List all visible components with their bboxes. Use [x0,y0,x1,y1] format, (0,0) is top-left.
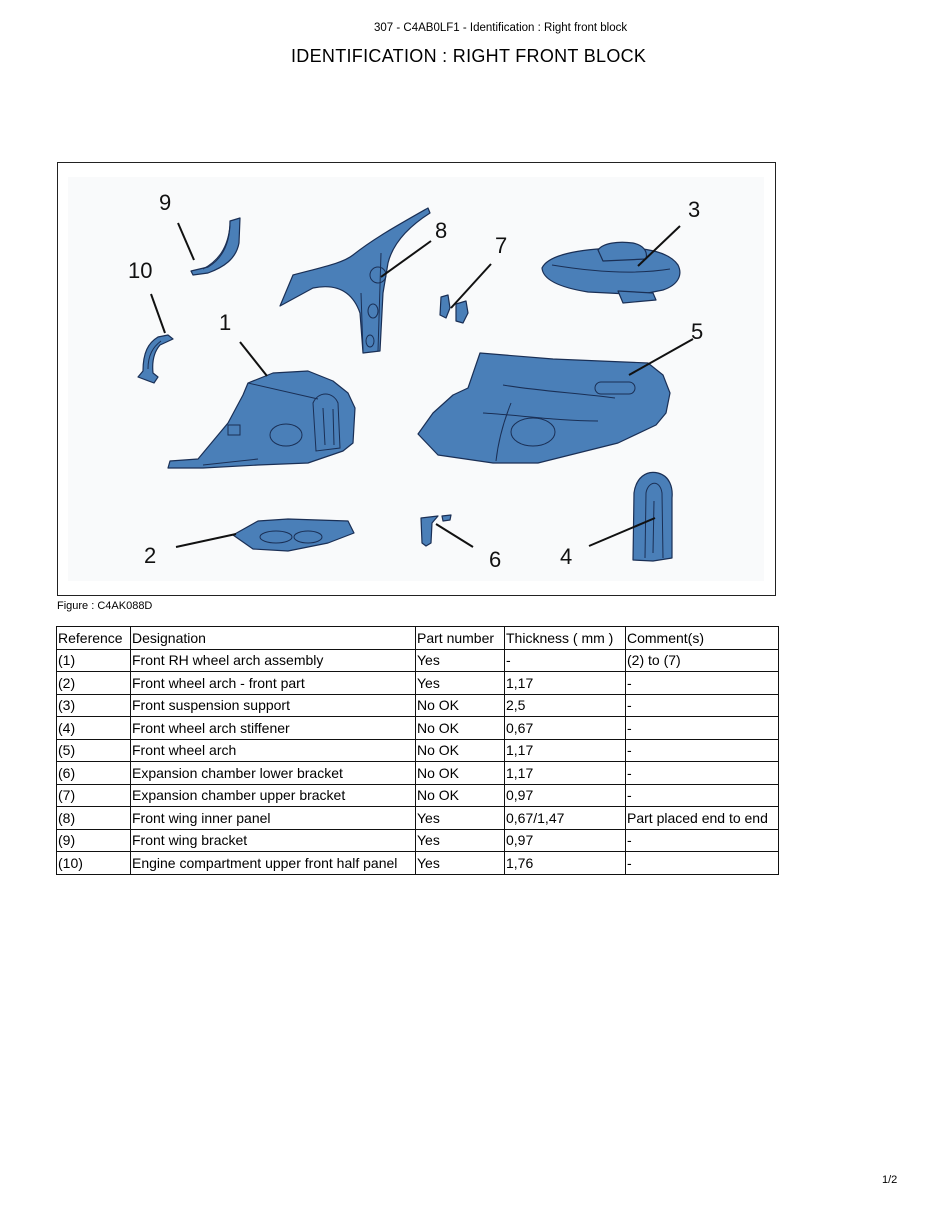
parts-diagram [57,162,776,596]
header-thickness: Thickness ( mm ) [505,627,626,650]
designation-cell: Front wing bracket [131,829,416,852]
thickness-cell: 1,76 [505,852,626,875]
comment-cell: - [626,694,779,717]
designation-cell: Expansion chamber lower bracket [131,762,416,785]
thickness-cell: - [505,649,626,672]
reference-cell: (8) [57,807,131,830]
table-row [57,852,779,875]
part-4-wheel-arch-stiffener [633,472,672,561]
exploded-parts-illustration [58,163,775,595]
reference-cell: (10) [57,852,131,875]
page-title: IDENTIFICATION : RIGHT FRONT BLOCK [291,46,647,66]
designation-cell: Front suspension support [131,694,416,717]
table-header-row [57,627,779,650]
part-number-cell: No OK [416,717,505,740]
designation-cell: Front wing inner panel [131,807,416,830]
designation-cell: Expansion chamber upper bracket [131,784,416,807]
header-comments: Comment(s) [626,627,779,650]
callout-1: 1 [219,310,232,335]
document-subtitle: 307 - C4AB0LF1 - Identification : Right front block [374,22,628,34]
part-number-cell: Yes [416,672,505,695]
table-row [57,717,779,740]
comment-cell: Part placed end to end [626,807,779,830]
reference-cell: (9) [57,829,131,852]
reference-cell: (1) [57,649,131,672]
comment-cell: - [626,717,779,740]
table-row [57,784,779,807]
reference-cell: (7) [57,784,131,807]
reference-cell: (6) [57,762,131,785]
comment-cell: - [626,829,779,852]
designation-cell: Front wheel arch [131,739,416,762]
thickness-cell: 0,97 [505,829,626,852]
designation-cell: Front wheel arch - front part [131,672,416,695]
callout-6: 6 [489,547,502,572]
part-number-cell: Yes [416,807,505,830]
table-row [57,694,779,717]
designation-cell: Front wheel arch stiffener [131,717,416,740]
callout-2: 2 [144,543,157,568]
reference-cell: (5) [57,739,131,762]
callout-10: 10 [128,258,153,283]
table-row [57,649,779,672]
part-number-cell: No OK [416,694,505,717]
part-number-cell: No OK [416,784,505,807]
reference-cell: (2) [57,672,131,695]
table-row [57,807,779,830]
callout-3: 3 [688,197,701,222]
comment-cell: - [626,739,779,762]
header-reference: Reference [57,627,131,650]
part-number-cell: No OK [416,739,505,762]
comment-cell: - [626,784,779,807]
header-part-number: Part number [416,627,505,650]
callout-8: 8 [435,218,448,243]
part-number-cell: Yes [416,649,505,672]
designation-cell: Engine compartment upper front half panel [131,852,416,875]
reference-cell: (3) [57,694,131,717]
part-number-cell: Yes [416,829,505,852]
thickness-cell: 0,67 [505,717,626,740]
thickness-cell: 0,97 [505,784,626,807]
table-row [57,739,779,762]
callout-5: 5 [691,319,704,344]
part-number-cell: Yes [416,852,505,875]
thickness-cell: 0,67/1,47 [505,807,626,830]
reference-cell: (4) [57,717,131,740]
comment-cell: - [626,672,779,695]
part-number-cell: No OK [416,762,505,785]
comment-cell: - [626,762,779,785]
callout-4: 4 [560,544,573,569]
comment-cell: (2) to (7) [626,649,779,672]
thickness-cell: 1,17 [505,739,626,762]
callout-7: 7 [495,233,508,258]
parts-table [56,626,779,875]
designation-cell: Front RH wheel arch assembly [131,649,416,672]
thickness-cell: 1,17 [505,762,626,785]
table-row [57,672,779,695]
callout-9: 9 [159,190,172,215]
figure-caption: Figure : C4AK088D [57,600,153,612]
table-row [57,829,779,852]
thickness-cell: 1,17 [505,672,626,695]
comment-cell: - [626,852,779,875]
header-designation: Designation [131,627,416,650]
page-number: 1/2 [882,1174,898,1186]
table-row [57,762,779,785]
thickness-cell: 2,5 [505,694,626,717]
